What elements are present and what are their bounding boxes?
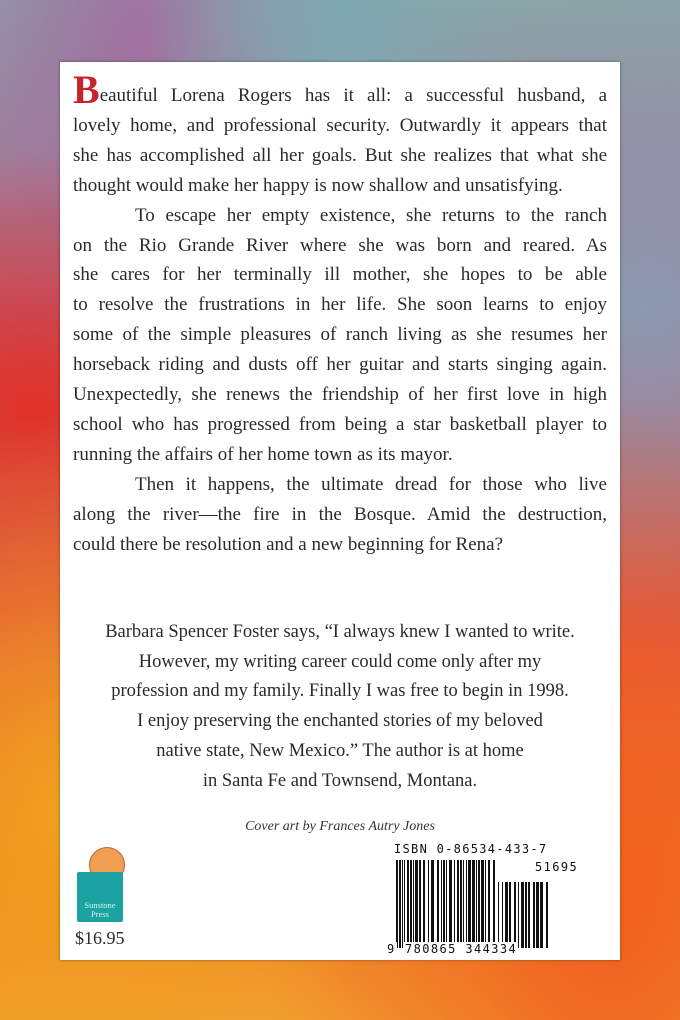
barcode-bar bbox=[396, 860, 398, 948]
addon-barcode bbox=[498, 882, 551, 948]
bio-line: in Santa Fe and Townsend, Montana. bbox=[202, 770, 478, 791]
barcode-bar bbox=[454, 860, 455, 948]
barcode-bar bbox=[472, 860, 475, 948]
barcode-bar bbox=[525, 882, 527, 948]
blurb-line bbox=[73, 141, 607, 171]
barcode-bar bbox=[466, 860, 467, 948]
barcode-bar bbox=[413, 860, 414, 948]
bio-line: native state, New Mexico.” The author is at home bbox=[156, 740, 524, 761]
barcode-bar bbox=[509, 882, 511, 948]
barcode-bar bbox=[460, 860, 462, 948]
publisher-logo bbox=[77, 872, 123, 922]
ean-first-digit: 9 bbox=[387, 942, 396, 956]
barcode-bar bbox=[502, 882, 503, 948]
barcode-bar bbox=[443, 860, 445, 948]
blurb-line-text: could there be resolution and a new beginning for Rena? bbox=[73, 533, 503, 555]
barcode-bar bbox=[399, 860, 401, 948]
bio-line: Barbara Spencer Foster says, “I always knew I wanted to write. bbox=[105, 622, 575, 642]
drop-cap: B bbox=[73, 67, 100, 112]
blurb-line bbox=[73, 111, 607, 141]
barcode-bar bbox=[407, 860, 409, 948]
blurb-line bbox=[73, 440, 607, 470]
cover-art-credit: Cover art by Frances Autry Jones bbox=[245, 819, 435, 834]
blurb-line-text: school who has progressed from being a star basketball player to bbox=[73, 413, 607, 435]
barcode-bar bbox=[437, 860, 439, 948]
barcode-bar bbox=[419, 860, 421, 948]
isbn-text: ISBN 0-86534-433-7 bbox=[394, 842, 548, 856]
publisher-name-line1: Sunstone bbox=[84, 900, 116, 910]
barcode-bar bbox=[428, 860, 429, 948]
blurb-line-text: Then it happens, the ultimate dread for those who live bbox=[135, 473, 607, 495]
barcode-bar bbox=[533, 882, 535, 948]
barcode-bar bbox=[514, 882, 516, 948]
blurb-line bbox=[73, 410, 607, 440]
barcode-bar bbox=[493, 860, 495, 948]
blurb-line-text: To escape her empty existence, she returns to the ranch bbox=[135, 204, 607, 226]
blurb-line-text: to resolve the frustrations in her life. She soon learns to enjoy bbox=[73, 294, 607, 316]
barcode-addon-number: 51695 bbox=[535, 860, 579, 874]
barcode-bar bbox=[404, 860, 405, 948]
blurb-line-text: on the Rio Grande River where she was born and reared. As bbox=[73, 234, 607, 256]
barcode-bar bbox=[415, 860, 418, 948]
blurb-line bbox=[73, 201, 607, 231]
blurb-line bbox=[73, 231, 607, 261]
blurb-line-text: she has accomplished all her goals. But she realizes that what she bbox=[73, 144, 607, 166]
barcode-bar bbox=[518, 882, 519, 948]
blurb-line-text: lovely home, and professional security. Outwardly it appears that bbox=[73, 114, 607, 136]
bio-line: profession and my family. Finally I was free to begin in 1998. bbox=[111, 681, 569, 702]
blurb-line-text: running the affairs of her home town as its mayor. bbox=[73, 443, 453, 465]
barcode-bar bbox=[521, 882, 524, 948]
barcode-bar bbox=[536, 882, 539, 948]
back-cover-panel bbox=[60, 62, 620, 960]
publisher-name-line2: Press bbox=[91, 909, 109, 919]
blurb-line bbox=[73, 350, 607, 380]
blurb-line bbox=[73, 530, 607, 560]
bio-line: I enjoy preserving the enchanted stories of my beloved bbox=[137, 711, 543, 732]
barcode-bar bbox=[402, 860, 403, 948]
barcode-bar bbox=[431, 860, 434, 948]
blurb-line-text: some of the simple pleasures of ranch living as she resumes her bbox=[73, 324, 607, 346]
blurb-line bbox=[73, 290, 607, 320]
blurb-line-text: eautiful Lorena Rogers has it all: a successful husband, a bbox=[99, 85, 607, 106]
blurb-line bbox=[73, 500, 607, 530]
blurb-line-text: she cares for her terminally ill mother, she hopes to be able bbox=[73, 264, 607, 286]
price: $16.95 bbox=[75, 928, 125, 948]
blurb-line-text: horseback riding and dusts off her guitar and starts singing again. bbox=[73, 354, 607, 376]
barcode-bar bbox=[457, 860, 459, 948]
book-blurb bbox=[73, 67, 607, 560]
blurb-line-text: thought would make her happy is now shallow and unsatisfying. bbox=[73, 174, 563, 196]
blurb-line-text: Unexpectedly, she renews the friendship of her first love in high bbox=[73, 384, 607, 406]
blurb-line bbox=[73, 171, 607, 201]
barcode-bar bbox=[528, 882, 530, 948]
blurb-line bbox=[73, 260, 607, 290]
ean-digits: 780865 344334 bbox=[405, 942, 518, 956]
blurb-line bbox=[73, 320, 607, 350]
barcode-bar bbox=[463, 860, 464, 948]
barcode-bar bbox=[488, 860, 490, 948]
bio-line: However, my writing career could come only after my bbox=[138, 651, 542, 672]
barcode-bar bbox=[546, 882, 548, 948]
barcode-bar bbox=[476, 860, 477, 948]
ean-barcode bbox=[396, 860, 496, 948]
barcode-bar bbox=[410, 860, 412, 948]
blurb-line bbox=[73, 470, 607, 500]
barcode-bar bbox=[481, 860, 484, 948]
barcode-bar bbox=[540, 882, 543, 948]
barcode-bar bbox=[498, 882, 499, 948]
barcode-bar bbox=[485, 860, 486, 948]
barcode-bar bbox=[468, 860, 471, 948]
barcode-bar bbox=[423, 860, 425, 948]
barcode-bar bbox=[446, 860, 447, 948]
barcode-bar bbox=[449, 860, 452, 948]
blurb-line bbox=[73, 380, 607, 410]
author-bio bbox=[60, 618, 620, 796]
blurb-line-text: along the river—the fire in the Bosque. Amid the destruction, bbox=[73, 503, 607, 525]
blurb-line bbox=[73, 67, 607, 112]
barcode-bar bbox=[441, 860, 442, 948]
barcode-bar bbox=[505, 882, 508, 948]
barcode-bar bbox=[478, 860, 480, 948]
